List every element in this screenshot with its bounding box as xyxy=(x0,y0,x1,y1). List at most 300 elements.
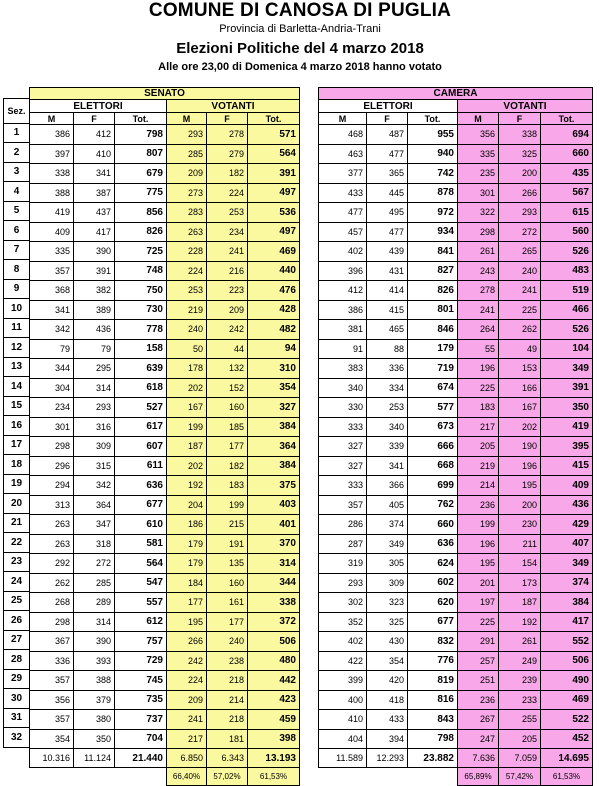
camera-votanti-f-cell: 205 xyxy=(499,729,541,749)
senato-total-elettori-m: 10.316 xyxy=(30,749,74,768)
senato-elettori-tot-cell: 725 xyxy=(115,242,167,262)
camera-elettori-tot-cell: 832 xyxy=(408,632,458,652)
camera-elettori-header: ELETTORI xyxy=(319,100,458,113)
senato-votanti-tot-cell: 354 xyxy=(248,378,300,398)
camera-data-row xyxy=(319,144,593,164)
sez-row xyxy=(4,377,30,397)
camera-elettori-f-cell: 354 xyxy=(367,651,408,671)
camera-votanti-f-cell: 192 xyxy=(499,612,541,632)
camera-elettori-tot-cell: 624 xyxy=(408,554,458,574)
camera-votanti-tot-cell: 466 xyxy=(541,300,593,320)
senato-total-elettori-tot: 21.440 xyxy=(115,749,167,768)
senato-data-row xyxy=(30,300,300,320)
senato-votanti-f-cell: 185 xyxy=(207,417,248,437)
section-number-column xyxy=(3,87,30,766)
senato-elettori-f-cell: 272 xyxy=(74,554,115,574)
senato-votanti-m-cell: 179 xyxy=(167,554,207,574)
senato-elettori-tot-cell: 564 xyxy=(115,554,167,574)
senato-votanti-tot-cell: 442 xyxy=(248,671,300,691)
senato-elettori-m-cell: 344 xyxy=(30,359,74,379)
senato-elettori-f-cell: 391 xyxy=(74,261,115,281)
senato-elettori-m-cell: 357 xyxy=(30,671,74,691)
senato-votanti-m-cell: 293 xyxy=(167,125,207,145)
senato-votanti-m-cell: 202 xyxy=(167,456,207,476)
camera-votanti-m-cell: 236 xyxy=(458,495,499,515)
camera-elettori-f-cell: 431 xyxy=(367,261,408,281)
senato-votanti-f-cell: 182 xyxy=(207,164,248,184)
senato-col-f-header: F xyxy=(207,113,248,125)
camera-elettori-tot-cell: 843 xyxy=(408,710,458,730)
sez-number: 8 xyxy=(4,260,30,280)
senato-data-row xyxy=(30,515,300,535)
senato-elettori-m-cell: 354 xyxy=(30,729,74,749)
camera-elettori-f-cell: 334 xyxy=(367,378,408,398)
senato-elettori-f-cell: 364 xyxy=(74,495,115,515)
camera-votanti-tot-cell: 660 xyxy=(541,144,593,164)
camera-votanti-f-cell: 200 xyxy=(499,164,541,184)
senato-data-row xyxy=(30,456,300,476)
sez-row xyxy=(4,533,30,553)
sez-row xyxy=(4,689,30,709)
senato-votanti-f-cell: 177 xyxy=(207,612,248,632)
senato-data-row xyxy=(30,242,300,262)
camera-elettori-tot-cell: 674 xyxy=(408,378,458,398)
camera-votanti-f-cell: 173 xyxy=(499,573,541,593)
senato-elettori-m-cell: 298 xyxy=(30,612,74,632)
camera-elettori-tot-cell: 719 xyxy=(408,359,458,379)
camera-votanti-f-cell: 293 xyxy=(499,203,541,223)
camera-votanti-tot-cell: 384 xyxy=(541,593,593,613)
camera-votanti-f-cell: 166 xyxy=(499,378,541,398)
senato-votanti-m-cell: 253 xyxy=(167,281,207,301)
senato-elettori-f-cell: 437 xyxy=(74,203,115,223)
senato-elettori-f-cell: 390 xyxy=(74,242,115,262)
senato-elettori-tot-cell: 617 xyxy=(115,417,167,437)
camera-elettori-m-cell: 477 xyxy=(319,203,367,223)
camera-votanti-f-cell: 338 xyxy=(499,125,541,145)
camera-totals-row xyxy=(319,749,593,768)
camera-elettori-tot-cell: 776 xyxy=(408,651,458,671)
camera-total-elettori-m: 11.589 xyxy=(319,749,367,768)
senato-votanti-f-cell: 253 xyxy=(207,203,248,223)
camera-votanti-m-cell: 199 xyxy=(458,515,499,535)
senato-elettori-tot-cell: 557 xyxy=(115,593,167,613)
page-title: COMUNE DI CANOSA DI PUGLIA xyxy=(148,0,452,21)
camera-votanti-f-cell: 153 xyxy=(499,359,541,379)
camera-votanti-tot-cell: 526 xyxy=(541,320,593,340)
senato-elettori-tot-cell: 750 xyxy=(115,281,167,301)
camera-votanti-m-cell: 196 xyxy=(458,359,499,379)
camera-elettori-f-cell: 477 xyxy=(367,222,408,242)
camera-votanti-m-cell: 205 xyxy=(458,437,499,457)
blank-cell xyxy=(408,768,458,786)
sez-number: 22 xyxy=(4,533,30,553)
camera-data-row xyxy=(319,612,593,632)
sez-number: 21 xyxy=(4,513,30,533)
senato-votanti-f-cell: 191 xyxy=(207,534,248,554)
senato-data-row xyxy=(30,378,300,398)
camera-votanti-tot-cell: 407 xyxy=(541,534,593,554)
senato-elettori-m-cell: 301 xyxy=(30,417,74,437)
camera-votanti-f-cell: 255 xyxy=(499,710,541,730)
camera-votanti-f-cell: 272 xyxy=(499,222,541,242)
senato-elettori-f-cell: 309 xyxy=(74,437,115,457)
camera-elettori-m-cell: 293 xyxy=(319,573,367,593)
camera-votanti-f-cell: 230 xyxy=(499,515,541,535)
camera-data-row xyxy=(319,573,593,593)
camera-elettori-tot-cell: 577 xyxy=(408,398,458,418)
sez-row xyxy=(4,728,30,748)
senato-data-row xyxy=(30,710,300,730)
camera-elettori-f-cell: 340 xyxy=(367,417,408,437)
senato-votanti-tot-cell: 310 xyxy=(248,359,300,379)
senato-elettori-tot-cell: 757 xyxy=(115,632,167,652)
camera-votanti-m-cell: 219 xyxy=(458,456,499,476)
sez-number: 1 xyxy=(4,123,30,143)
camera-votanti-tot-cell: 469 xyxy=(541,690,593,710)
senato-votanti-f-cell: 209 xyxy=(207,300,248,320)
senato-votanti-m-cell: 285 xyxy=(167,144,207,164)
camera-elettori-tot-cell: 620 xyxy=(408,593,458,613)
senato-elettori-m-cell: 368 xyxy=(30,281,74,301)
camera-votanti-tot-cell: 506 xyxy=(541,651,593,671)
camera-group-row xyxy=(319,100,593,113)
senato-elettori-f-cell: 380 xyxy=(74,710,115,730)
senato-votanti-f-cell: 241 xyxy=(207,242,248,262)
camera-votanti-tot-cell: 395 xyxy=(541,437,593,457)
camera-elettori-tot-cell: 878 xyxy=(408,183,458,203)
senato-votanti-f-cell: 224 xyxy=(207,183,248,203)
camera-votanti-f-cell: 187 xyxy=(499,593,541,613)
senato-votanti-f-cell: 279 xyxy=(207,144,248,164)
senato-votanti-m-cell: 209 xyxy=(167,164,207,184)
camera-votanti-f-cell: 265 xyxy=(499,242,541,262)
senato-elettori-tot-cell: 775 xyxy=(115,183,167,203)
senato-votanti-f-cell: 218 xyxy=(207,710,248,730)
sez-number: 18 xyxy=(4,455,30,475)
camera-elettori-f-cell: 394 xyxy=(367,729,408,749)
senato-votanti-m-cell: 50 xyxy=(167,339,207,359)
camera-votanti-m-cell: 301 xyxy=(458,183,499,203)
senato-votanti-f-cell: 183 xyxy=(207,476,248,496)
sez-number: 3 xyxy=(4,162,30,182)
senato-votanti-tot-cell: 344 xyxy=(248,573,300,593)
camera-votanti-f-cell: 262 xyxy=(499,320,541,340)
senato-votanti-tot-cell: 94 xyxy=(248,339,300,359)
camera-elettori-tot-cell: 972 xyxy=(408,203,458,223)
senato-votanti-f-cell: 161 xyxy=(207,593,248,613)
senato-elettori-m-cell: 263 xyxy=(30,534,74,554)
document-header xyxy=(0,0,600,74)
senato-data-row xyxy=(30,573,300,593)
camera-votanti-f-cell: 266 xyxy=(499,183,541,203)
camera-elettori-tot-cell: 179 xyxy=(408,339,458,359)
senato-votanti-f-cell: 135 xyxy=(207,554,248,574)
camera-turnout-percentage: 65,89% xyxy=(458,768,499,786)
camera-elettori-tot-cell: 798 xyxy=(408,729,458,749)
camera-votanti-f-cell: 195 xyxy=(499,476,541,496)
senato-elettori-tot-cell: 607 xyxy=(115,437,167,457)
camera-votanti-f-cell: 233 xyxy=(499,690,541,710)
sez-row xyxy=(4,552,30,572)
sez-number: 32 xyxy=(4,728,30,748)
camera-votanti-m-cell: 55 xyxy=(458,339,499,359)
senato-elettori-m-cell: 388 xyxy=(30,183,74,203)
senato-votanti-m-cell: 178 xyxy=(167,359,207,379)
camera-votanti-f-cell: 225 xyxy=(499,300,541,320)
senato-data-row xyxy=(30,495,300,515)
sez-row xyxy=(4,279,30,299)
senato-elettori-f-cell: 314 xyxy=(74,612,115,632)
senato-votanti-f-cell: 160 xyxy=(207,398,248,418)
camera-elettori-f-cell: 405 xyxy=(367,495,408,515)
camera-elettori-m-cell: 412 xyxy=(319,281,367,301)
camera-elettori-f-cell: 88 xyxy=(367,339,408,359)
camera-votanti-f-cell: 325 xyxy=(499,144,541,164)
sez-row xyxy=(4,474,30,494)
senato-votanti-tot-cell: 375 xyxy=(248,476,300,496)
blank-cell xyxy=(30,768,74,786)
camera-elettori-f-cell: 305 xyxy=(367,554,408,574)
senato-elettori-tot-cell: 735 xyxy=(115,690,167,710)
sez-number: 29 xyxy=(4,669,30,689)
camera-elettori-m-cell: 287 xyxy=(319,534,367,554)
camera-elettori-m-cell: 386 xyxy=(319,300,367,320)
camera-elettori-tot-cell: 762 xyxy=(408,495,458,515)
election-subtitle: Elezioni Politiche del 4 marzo 2018 xyxy=(176,40,424,57)
camera-data-row xyxy=(319,690,593,710)
senato-elettori-m-cell: 341 xyxy=(30,300,74,320)
senato-elettori-m-cell: 367 xyxy=(30,632,74,652)
senato-data-row xyxy=(30,651,300,671)
camera-data-row xyxy=(319,456,593,476)
sez-number: 2 xyxy=(4,143,30,163)
camera-elettori-f-cell: 433 xyxy=(367,710,408,730)
camera-total-votanti-tot: 14.695 xyxy=(541,749,593,768)
camera-elettori-f-cell: 420 xyxy=(367,671,408,691)
senato-votanti-m-cell: 192 xyxy=(167,476,207,496)
senato-elettori-tot-cell: 798 xyxy=(115,125,167,145)
senato-elettori-m-cell: 296 xyxy=(30,456,74,476)
senato-votanti-f-cell: 182 xyxy=(207,456,248,476)
senato-votanti-m-cell: 240 xyxy=(167,320,207,340)
camera-votanti-tot-cell: 526 xyxy=(541,242,593,262)
camera-elettori-tot-cell: 666 xyxy=(408,437,458,457)
camera-percentage-row xyxy=(319,768,593,786)
senato-votanti-f-cell: 177 xyxy=(207,437,248,457)
senato-votanti-f-cell: 234 xyxy=(207,222,248,242)
senato-votanti-tot-cell: 403 xyxy=(248,495,300,515)
camera-elettori-tot-cell: 816 xyxy=(408,690,458,710)
blank-cell xyxy=(4,87,30,98)
senato-votanti-f-cell: 218 xyxy=(207,671,248,691)
camera-votanti-m-cell: 291 xyxy=(458,632,499,652)
senato-elettori-m-cell: 313 xyxy=(30,495,74,515)
senato-col-tot-header: Tot. xyxy=(248,113,300,125)
sez-number: 12 xyxy=(4,338,30,358)
senato-elettori-f-cell: 293 xyxy=(74,398,115,418)
camera-data-row xyxy=(319,300,593,320)
camera-votanti-f-cell: 249 xyxy=(499,651,541,671)
camera-votanti-f-cell: 167 xyxy=(499,398,541,418)
sez-row xyxy=(4,143,30,163)
senato-elettori-m-cell: 409 xyxy=(30,222,74,242)
senato-elettori-m-cell: 292 xyxy=(30,554,74,574)
camera-elettori-tot-cell: 819 xyxy=(408,671,458,691)
senato-total-votanti-tot: 13.193 xyxy=(248,749,300,768)
camera-votanti-m-cell: 196 xyxy=(458,534,499,554)
camera-data-row xyxy=(319,554,593,574)
senato-elettori-tot-cell: 737 xyxy=(115,710,167,730)
senato-votanti-m-cell: 224 xyxy=(167,261,207,281)
sez-number: 13 xyxy=(4,357,30,377)
camera-data-row xyxy=(319,203,593,223)
senato-data-row xyxy=(30,125,300,145)
senato-votanti-f-cell: 181 xyxy=(207,729,248,749)
senato-elettori-m-cell: 338 xyxy=(30,164,74,184)
senato-votanti-tot-cell: 401 xyxy=(248,515,300,535)
senato-votanti-m-cell: 273 xyxy=(167,183,207,203)
senato-votanti-tot-cell: 440 xyxy=(248,261,300,281)
sez-row xyxy=(4,201,30,221)
camera-data-row xyxy=(319,222,593,242)
senato-votanti-m-cell: 204 xyxy=(167,495,207,515)
senato-col-tot-header: Tot. xyxy=(115,113,167,125)
senato-votanti-tot-cell: 384 xyxy=(248,417,300,437)
senato-elettori-m-cell: 268 xyxy=(30,593,74,613)
senato-votanti-f-cell: 214 xyxy=(207,690,248,710)
senato-title-row xyxy=(30,88,300,100)
camera-elettori-tot-cell: 677 xyxy=(408,612,458,632)
sez-row xyxy=(4,611,30,631)
senato-votanti-tot-cell: 571 xyxy=(248,125,300,145)
senato-elettori-f-cell: 347 xyxy=(74,515,115,535)
camera-elettori-f-cell: 495 xyxy=(367,203,408,223)
camera-elettori-m-cell: 399 xyxy=(319,671,367,691)
senato-data-row xyxy=(30,593,300,613)
camera-total-votanti-m: 7.636 xyxy=(458,749,499,768)
senato-votanti-tot-cell: 398 xyxy=(248,729,300,749)
camera-data-row xyxy=(319,164,593,184)
senato-data-row xyxy=(30,476,300,496)
senato-elettori-tot-cell: 826 xyxy=(115,222,167,242)
senato-votanti-tot-cell: 370 xyxy=(248,534,300,554)
sez-row xyxy=(4,318,30,338)
camera-col-tot-header: Tot. xyxy=(541,113,593,125)
camera-votanti-tot-cell: 415 xyxy=(541,456,593,476)
senato-data-row xyxy=(30,671,300,691)
senato-elettori-f-cell: 390 xyxy=(74,632,115,652)
senato-votanti-m-cell: 199 xyxy=(167,417,207,437)
senato-votanti-m-cell: 242 xyxy=(167,651,207,671)
senato-total-votanti-m: 6.850 xyxy=(167,749,207,768)
senato-elettori-f-cell: 387 xyxy=(74,183,115,203)
camera-elettori-tot-cell: 636 xyxy=(408,534,458,554)
senato-total-elettori-f: 11.124 xyxy=(74,749,115,768)
camera-votanti-m-cell: 235 xyxy=(458,164,499,184)
senato-votanti-m-cell: 266 xyxy=(167,632,207,652)
camera-votanti-header: VOTANTI xyxy=(458,100,593,113)
camera-votanti-m-cell: 217 xyxy=(458,417,499,437)
sez-number: 28 xyxy=(4,650,30,670)
camera-elettori-f-cell: 445 xyxy=(367,183,408,203)
camera-col-tot-header: Tot. xyxy=(408,113,458,125)
sez-row xyxy=(4,455,30,475)
senato-elettori-header: ELETTORI xyxy=(30,100,167,113)
camera-total-elettori-tot: 23.882 xyxy=(408,749,458,768)
senato-total-votanti-f: 6.343 xyxy=(207,749,248,768)
sez-number: 25 xyxy=(4,591,30,611)
sez-number: 6 xyxy=(4,221,30,241)
sez-total-spacer xyxy=(4,747,30,766)
camera-data-row xyxy=(319,378,593,398)
senato-elettori-tot-cell: 778 xyxy=(115,320,167,340)
senato-elettori-m-cell: 419 xyxy=(30,203,74,223)
senato-votanti-tot-cell: 314 xyxy=(248,554,300,574)
camera-votanti-f-cell: 154 xyxy=(499,554,541,574)
senato-elettori-tot-cell: 730 xyxy=(115,300,167,320)
sez-number: 27 xyxy=(4,630,30,650)
camera-votanti-m-cell: 261 xyxy=(458,242,499,262)
camera-elettori-f-cell: 477 xyxy=(367,144,408,164)
senato-elettori-tot-cell: 729 xyxy=(115,651,167,671)
senato-elettori-f-cell: 79 xyxy=(74,339,115,359)
camera-elettori-m-cell: 381 xyxy=(319,320,367,340)
camera-votanti-f-cell: 211 xyxy=(499,534,541,554)
camera-votanti-tot-cell: 519 xyxy=(541,281,593,301)
senato-data-row xyxy=(30,261,300,281)
camera-elettori-m-cell: 463 xyxy=(319,144,367,164)
camera-data-row xyxy=(319,125,593,145)
camera-elettori-m-cell: 396 xyxy=(319,261,367,281)
sez-row xyxy=(4,182,30,202)
senato-votanti-m-cell: 228 xyxy=(167,242,207,262)
camera-votanti-m-cell: 278 xyxy=(458,281,499,301)
camera-votanti-m-cell: 247 xyxy=(458,729,499,749)
sez-row xyxy=(4,123,30,143)
senato-elettori-f-cell: 315 xyxy=(74,456,115,476)
senato-votanti-f-cell: 242 xyxy=(207,320,248,340)
camera-elettori-tot-cell: 826 xyxy=(408,281,458,301)
senato-elettori-m-cell: 357 xyxy=(30,710,74,730)
blank-cell xyxy=(367,768,408,786)
senato-elettori-tot-cell: 745 xyxy=(115,671,167,691)
senato-table xyxy=(29,87,300,786)
sez-row xyxy=(4,416,30,436)
camera-elettori-m-cell: 302 xyxy=(319,593,367,613)
senato-elettori-f-cell: 314 xyxy=(74,378,115,398)
senato-data-row xyxy=(30,359,300,379)
senato-data-row xyxy=(30,612,300,632)
camera-votanti-m-cell: 322 xyxy=(458,203,499,223)
camera-data-row xyxy=(319,183,593,203)
senato-votanti-tot-cell: 469 xyxy=(248,242,300,262)
sez-number: 16 xyxy=(4,416,30,436)
camera-elettori-tot-cell: 742 xyxy=(408,164,458,184)
camera-votanti-m-cell: 197 xyxy=(458,593,499,613)
camera-elettori-f-cell: 487 xyxy=(367,125,408,145)
camera-votanti-tot-cell: 104 xyxy=(541,339,593,359)
senato-votanti-m-cell: 179 xyxy=(167,534,207,554)
senato-col-f-header: F xyxy=(74,113,115,125)
senato-votanti-m-cell: 195 xyxy=(167,612,207,632)
camera-elettori-f-cell: 309 xyxy=(367,573,408,593)
camera-elettori-tot-cell: 668 xyxy=(408,456,458,476)
senato-elettori-f-cell: 316 xyxy=(74,417,115,437)
camera-total-votanti-f: 7.059 xyxy=(499,749,541,768)
senato-votanti-m-cell: 219 xyxy=(167,300,207,320)
camera-votanti-f-cell: 241 xyxy=(499,281,541,301)
